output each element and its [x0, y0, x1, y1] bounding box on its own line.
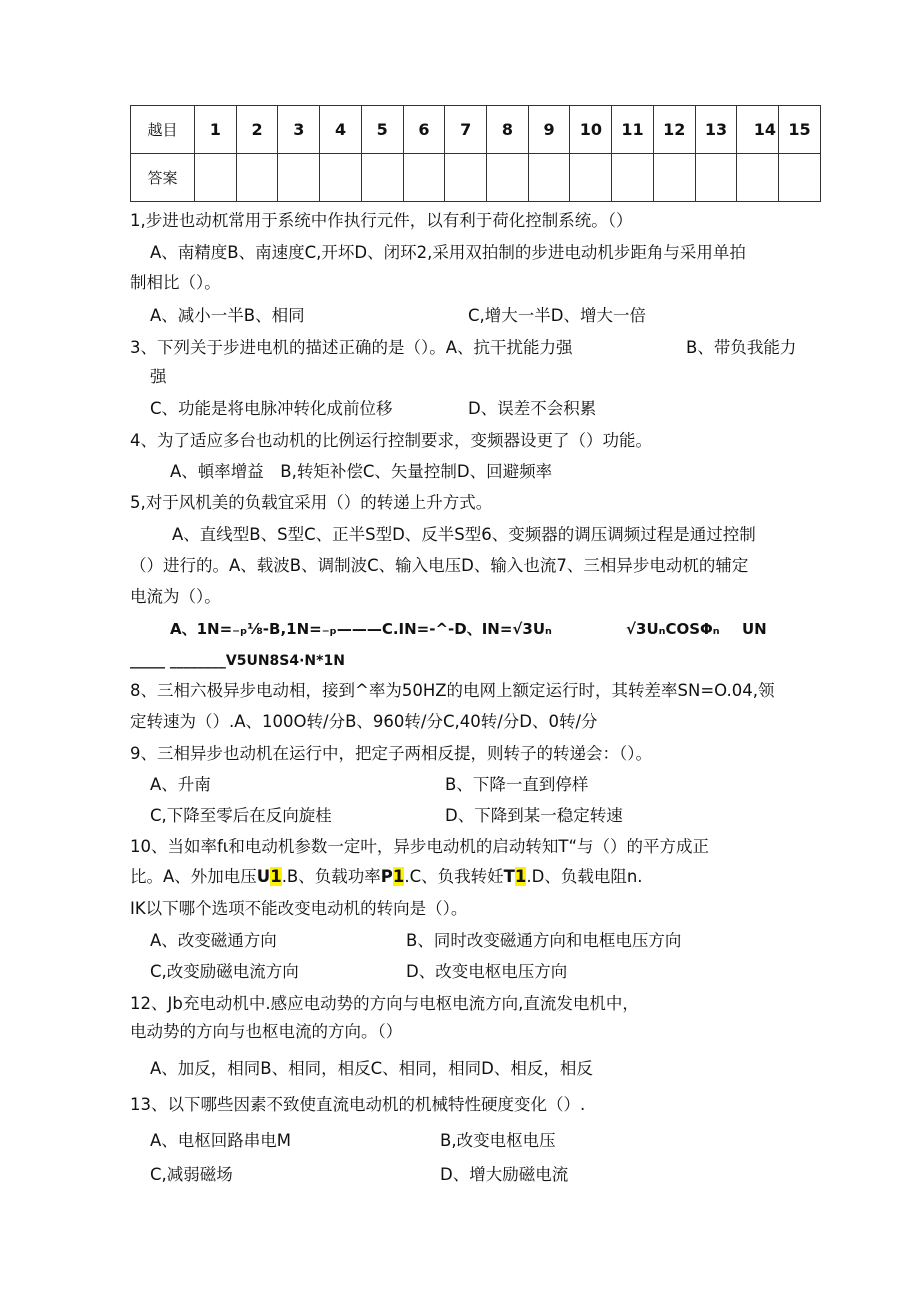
question-number-cell: 10: [570, 106, 612, 154]
question-13-option-d: D、增大励磁电流: [440, 1165, 569, 1184]
question-number-cell: 13: [695, 106, 737, 154]
question-4: 4、为了适应多台也动机的比例运行控制要求，变频器设更了（）功能。: [130, 431, 652, 450]
question-number-cell: 5: [361, 106, 403, 154]
question-11-option-b: B、同时改变磁通方向和电框电压方向: [406, 931, 682, 950]
question-7-formula-c: √3UₙCOSΦₙ: [626, 620, 720, 638]
torque-symbol: T: [503, 867, 515, 886]
question-5-options: A、直线型B、S型C、正半S型D、反半S型6、变频器的调压调频过程是通过控制: [172, 525, 756, 544]
answer-cell[interactable]: [445, 154, 487, 202]
question-3-option-c: C、功能是将电脉冲转化成前位移: [150, 399, 393, 418]
question-1: 1,步进也动杌常用于系统中作执行元件，以有利于荷化控制系统。（）: [130, 211, 633, 230]
answer-cell[interactable]: [653, 154, 695, 202]
question-7-options: A、1N=₋ₚ⅛-B,1N=₋ₚ———C.IN=-^-D、IN=√3Uₙ: [170, 620, 552, 638]
question-2-option-ab: A、减小一半B、相同: [150, 306, 305, 325]
question-9: 9、三相异步也动机在运行中，把定子两相反提，则转子的转递会：（）。: [130, 744, 652, 763]
answer-cell[interactable]: [195, 154, 237, 202]
question-9-option-a: A、升南: [150, 775, 211, 794]
question-2-option-cd: C,增大一半D、增大一倍: [468, 306, 646, 325]
question-number-cell: 15: [779, 106, 821, 154]
question-12: 12、Jb充电动机中.感应电动势的方向与电枢电流方向,直流发电机中，: [130, 994, 639, 1013]
question-header-cell: 越目: [131, 106, 195, 154]
answer-cell[interactable]: [236, 154, 278, 202]
question-number-cell: 1: [195, 106, 237, 154]
answer-cell[interactable]: [612, 154, 654, 202]
question-6-7: （）进行的。A、载波B、调制波C、输入电压D、输入也流7、三相异步电动杌的辅定: [130, 556, 749, 575]
question-10-option-c: .C、负我转妊: [404, 867, 504, 886]
question-number-cell: 11: [612, 106, 654, 154]
answer-cell[interactable]: [570, 154, 612, 202]
answer-table: [130, 105, 821, 202]
question-10-option-b: .B、负载功率: [281, 867, 381, 886]
question-10: 10、当如率fι和电动机参数一定叶，异步电动机的启动转知T“与（）的平方成正: [130, 837, 710, 856]
question-2-text: 制相比（）。: [130, 273, 221, 292]
answer-cell[interactable]: [528, 154, 570, 202]
question-number-cell: 8: [487, 106, 529, 154]
answer-cell[interactable]: [695, 154, 737, 202]
question-12-options: A、加反，相同B、相同，相反C、相同，相同D、相反，相反: [150, 1059, 593, 1078]
answer-header-cell: 答案: [131, 154, 195, 202]
question-number-cell: 7: [445, 106, 487, 154]
question-13-option-c: C,减弱磁场: [150, 1165, 233, 1184]
question-number-cell: 6: [403, 106, 445, 154]
question-3-option-b: B、带负我能力: [686, 338, 797, 357]
answer-cell[interactable]: [361, 154, 403, 202]
question-number-cell: 2: [236, 106, 278, 154]
voltage-symbol: U: [256, 867, 271, 886]
question-12-cont: 电动势的方向与也枢电流的方向。（）: [130, 1022, 403, 1041]
question-8: 8、三相六极异步电动相，接到^率为50HZ的电网上额定运行时，其转差率SN=O.04,领: [130, 681, 775, 700]
question-10-options: [130, 866, 643, 888]
answer-cell[interactable]: [278, 154, 320, 202]
highlight-mark: 1: [514, 867, 527, 886]
question-10-option-d: .D、负载电阻n.: [526, 867, 643, 886]
highlight-mark: 1: [392, 867, 405, 886]
answer-cell[interactable]: [487, 154, 529, 202]
power-symbol: P: [380, 867, 393, 886]
question-11-option-d: D、改变电枢电压方向: [406, 962, 568, 981]
question-1-options: A、南精度B、南速度C,开坏D、闭环2,采用双拍制的步进电动机步距角与采用单拍: [150, 243, 746, 262]
question-9-option-b: B、下降一直到停样: [445, 775, 589, 794]
question-9-option-d: D、下降到某一稳定转速: [445, 806, 623, 825]
question-4-options: A、頓率增益 B,转矩补偿C、矢量控制D、回避频率: [170, 462, 553, 481]
question-number-cell: 12: [653, 106, 695, 154]
answer-cell[interactable]: [779, 154, 821, 202]
question-number-cell: 9: [528, 106, 570, 154]
question-number-cell: 3: [278, 106, 320, 154]
question-3-option-d: D、误差不会积累: [468, 399, 597, 418]
question-9-option-c: C,下降至零后在反向旋桂: [150, 806, 332, 825]
question-13-option-b: B,改变电枢电压: [440, 1131, 556, 1150]
question-number-cell: 14: [737, 106, 779, 154]
question-3: 3、下列关于步进电机的描述正确的是（）。A、抗干扰能力强: [130, 338, 573, 357]
answer-row: [131, 154, 821, 202]
question-8-options: 定转速为（）.A、100O转/分B、960转/分C,40转/分D、0转/分: [130, 712, 598, 731]
question-10-option-a: 比。A、外加电压: [130, 867, 257, 886]
question-3-option-b-cont: 强: [150, 367, 167, 386]
answer-cell[interactable]: [320, 154, 362, 202]
question-13-option-a: A、电枢回路串电M: [150, 1131, 292, 1150]
question-13: 13、以下哪些因素不致使直流电动机的机械特性硬度变化（）.: [130, 1095, 586, 1114]
answer-cell[interactable]: [737, 154, 779, 202]
question-7-formula-cont: _____ ________V5UN8S4·N*1N: [130, 653, 345, 669]
question-7-formula-d: UN: [742, 620, 767, 638]
answer-cell[interactable]: [403, 154, 445, 202]
highlight-mark: 1: [270, 867, 282, 886]
question-11: IK以下哪个选项不能改变电动机的转向是（）。: [130, 899, 468, 918]
question-number-cell: 4: [320, 106, 362, 154]
question-5: 5,对于风机美的负载宜采用（）的转递上升方式。: [130, 493, 493, 512]
question-11-option-a: A、改变磁通方向: [150, 931, 277, 950]
question-number-row: [131, 106, 821, 154]
question-7-text: 电流为（）。: [130, 587, 221, 606]
question-11-option-c: C,改变励磁电流方向: [150, 962, 299, 981]
